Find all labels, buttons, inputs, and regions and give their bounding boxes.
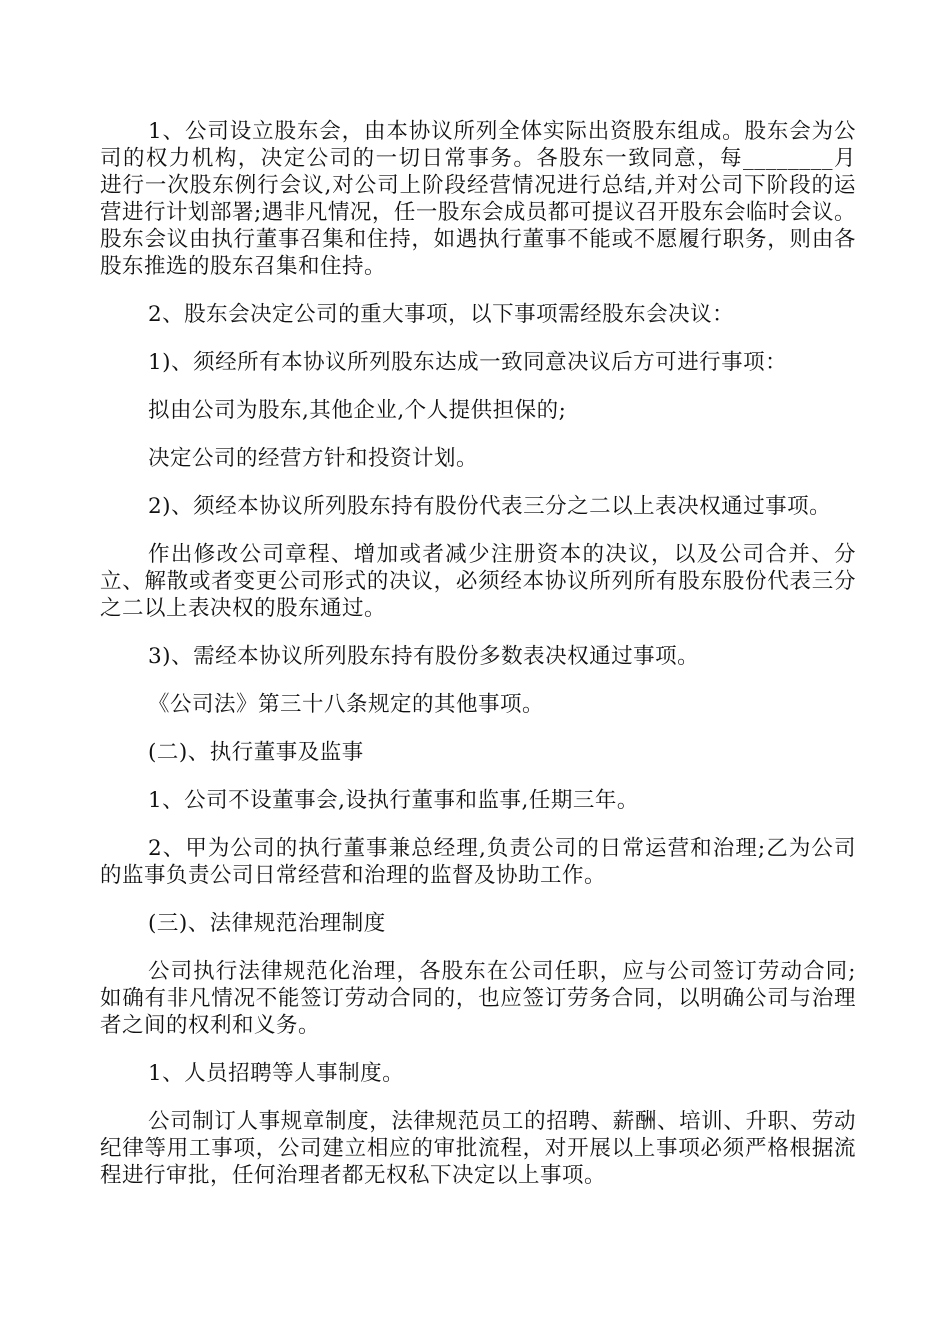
paragraph-director-roles: 2、甲为公司的执行董事兼总经理,负责公司的日常运营和治理;乙为公司的监事负责公司日常经营和治理的监督及协助工作。 (100, 836, 856, 888)
paragraph-articles-amendment: 作出修改公司章程、增加或者减少注册资本的决议，以及公司合并、分立、解散或者变更公司形式的决议，必须经本协议所列所有股东股份代表三分之二以上表决权的股东通过。 (100, 542, 856, 621)
paragraph-labor-contracts: 公司执行法律规范化治理，各股东在公司任职，应与公司签订劳动合同;如确有非凡情况不能签订劳动合同的，也应签订劳务合同，以明确公司与治理者之间的权利和义务。 (100, 959, 856, 1038)
paragraph-hr-rules: 公司制订人事规章制度，法律规范员工的招聘、薪酬、培训、升职、劳动纪律等用工事项，公司建立相应的审批流程，对开展以上事项必须严格根据流程进行审批，任何治理者都无权私下决定以上事项。 (100, 1109, 856, 1188)
document-body (100, 118, 856, 1210)
heading-personnel-system: 1、人员招聘等人事制度。 (148, 1061, 405, 1086)
paragraph-shareholders-meeting: 1、公司设立股东会，由本协议所列全体实际出资股东组成。股东会为公司的权力机构，决定公司的一切日常事务。各股东一致同意，每________月 进行一次股东例行会议,对公司上阶段经营情况进行总结,并对公司下阶段的运营进行计划部署;遇非凡情况，任一股东会成员都可提议召开股东会临时会议。股东会议由执行董事召集和住持，如遇执行董事不能或不愿履行职务，则由各股东推选的股东召集和住持。 (100, 119, 856, 279)
paragraph-unanimous-items: 1)、须经所有本协议所列股东达成一致同意决议后方可进行事项： (148, 350, 788, 375)
paragraph-majority-items: 3)、需经本协议所列股东持有股份多数表决权通过事项。 (148, 644, 700, 669)
paragraph-company-law: 《公司法》第三十八条规定的其他事项。 (148, 692, 545, 717)
paragraph-two-thirds-items: 2)、须经本协议所列股东持有股份代表三分之二以上表决权通过事项。 (148, 494, 832, 519)
heading-executive-director: (二)、执行董事及监事 (148, 740, 364, 765)
paragraph-guarantee: 拟由公司为股东,其他企业,个人提供担保的; (148, 398, 567, 423)
paragraph-major-matters: 2、股东会决定公司的重大事项，以下事项需经股东会决议： (148, 302, 735, 327)
heading-governance-system: (三)、法律规范治理制度 (148, 911, 386, 936)
paragraph-business-policy: 决定公司的经营方针和投资计划。 (148, 446, 479, 471)
paragraph-no-board: 1、公司不设董事会,设执行董事和监事,任期三年。 (148, 788, 639, 813)
